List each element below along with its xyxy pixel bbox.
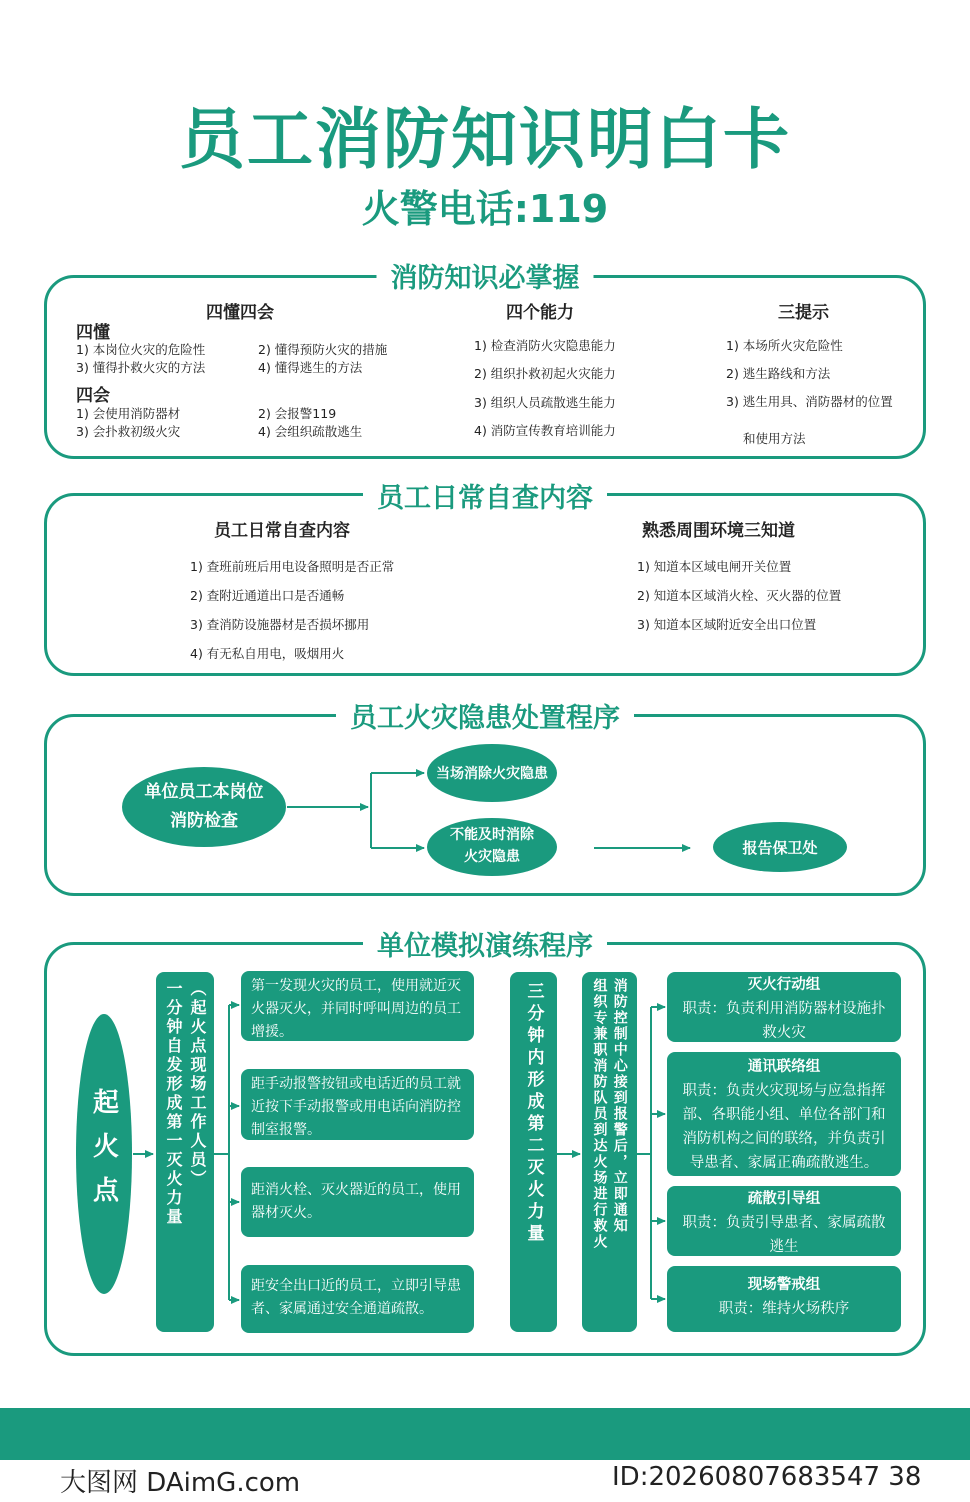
first-force-note: （起火点现场工作人员） [188,980,207,1189]
list-item: 4) 消防宣传教育培训能力 [474,423,616,438]
action-text: 第一发现火灾的员工，使用就近灭火器灭火，并同时呼叫周边的员工增援。 [251,978,461,1041]
group-name: 灭火行动组 [747,977,821,993]
branch-eliminate-label: 当场消除火灾隐患 [436,766,548,782]
list-item: 4) 懂得逃生的方法 [258,360,363,375]
fire-phone: 火警电话:119 [361,187,609,231]
list-item: 2) 组织扑救初起火灾能力 [474,366,616,381]
list-item: 2) 懂得预防火灾的措施 [258,342,388,357]
branch-not-eliminated-line1: 不能及时消除 [450,827,534,844]
section-drill-procedure-title: 单位模拟演练程序 [363,924,607,963]
action-text: 距安全出口近的员工，立即引导患者、家属通过安全通道疏散。 [251,1278,461,1318]
action-text: 距手动报警按钮或电话近的员工就近按下手动报警或用电话向消防控制室报警。 [251,1076,461,1139]
list-item: 1) 会使用消防器材 [76,406,181,421]
group-duty: 职责：维持火场秩序 [718,1300,850,1317]
first-force-label: 一分钟自发形成第一灭火力量 [164,980,183,1227]
group-duty: 职责：负责利用消防器材设施扑救火灾 [682,1000,886,1041]
group-duty: 职责：负责引导患者、家属疏散逃生 [682,1214,886,1255]
start-node-line1: 单位员工本岗位 [144,782,264,803]
list-item: 1) 知道本区域电闸开关位置 [637,559,792,574]
col-head-nengli: 四个能力 [506,303,574,323]
list-item: 4) 会组织疏散逃生 [258,424,363,439]
control-center-text-b: 组织专兼职消防队员到达火场进行救火 [591,978,608,1250]
list-item: 3) 懂得扑救火灾的方法 [76,360,206,375]
list-item: 和使用方法 [743,431,806,446]
list-item: 3) 知道本区域附近安全出口位置 [637,617,817,632]
section-daily-check-title: 员工日常自查内容 [363,476,607,515]
sihui-label: 四会 [76,386,110,406]
list-item: 3) 查消防设施器材是否损坏挪用 [190,617,370,632]
sidong-label: 四懂 [76,323,110,343]
group-name: 通讯联络组 [747,1059,821,1075]
list-item: 4) 有无私自用电，吸烟用火 [190,646,345,661]
start-node-line2: 消防检查 [170,811,238,831]
col-head-three-know: 熟悉周围环境三知道 [642,521,795,541]
list-item: 1) 查班前班后用电设备照明是否正常 [190,559,395,574]
page-title: 员工消防知识明白卡 [179,101,791,178]
list-item: 2) 查附近通道出口是否通畅 [190,588,345,603]
list-item: 3) 逃生用具、消防器材的位置 [726,394,893,409]
group-duty: 职责：负责火灾现场与应急指挥部、各职能小组、单位各部门和消防机构之间的联络，并负责引导患者、家属正确疏散逃生。 [682,1082,886,1171]
list-item: 1) 本场所火灾危险性 [726,338,843,353]
col-head-daily-check: 员工日常自查内容 [214,521,350,541]
list-item: 1) 本岗位火灾的危险性 [76,342,206,357]
col-head-tishi: 三提示 [778,303,829,323]
col-head-sidong-sihui: 四懂四会 [206,303,274,323]
second-force-label: 三分钟内形成第二灭火力量 [523,982,544,1246]
list-item: 3) 会扑救初级火灾 [76,424,181,439]
origin-node-label: 起火点 [88,1088,119,1220]
control-center-text-a: 消防控制中心接到报警后，立即通知 [611,978,628,1234]
list-item: 2) 会报警119 [258,406,337,421]
list-item: 2) 知道本区域消火栓、灭火器的位置 [637,588,842,603]
list-item: 2) 逃生路线和方法 [726,366,831,381]
list-item: 3) 组织人员疏散逃生能力 [474,395,616,410]
footer-site: 大图网 DAimG.com [60,1468,301,1498]
bottom-bar [0,1408,970,1460]
section-fire-knowledge-title: 消防知识必掌握 [377,256,594,295]
footer-id: ID:20260807683547 38 [612,1462,922,1492]
section-hazard-procedure-title: 员工火灾隐患处置程序 [336,696,634,735]
group-name: 现场警戒组 [747,1277,821,1293]
report-node-label: 报告保卫处 [742,838,818,857]
list-item: 1) 检查消防火灾隐患能力 [474,338,616,353]
branch-not-eliminated-line2: 火灾隐患 [464,849,520,865]
group-name: 疏散引导组 [747,1191,821,1207]
action-text: 距消火栓、灭火器近的员工，使用器材灭火。 [251,1182,461,1222]
